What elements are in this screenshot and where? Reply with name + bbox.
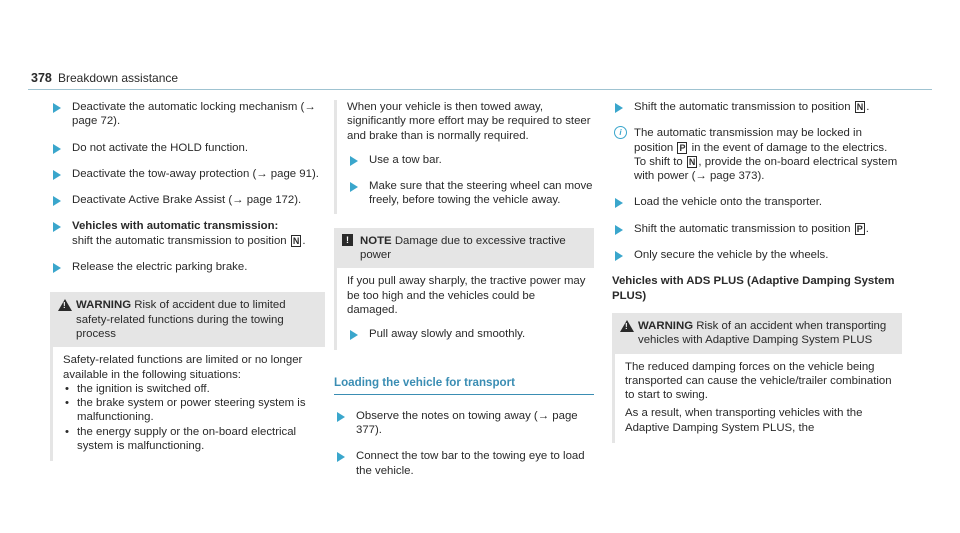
step-arrow-icon [615,251,623,261]
info-text: The automatic transmission may be locked in position [634,127,862,154]
warning-continuation [334,100,594,214]
note-header [334,228,594,269]
step-text: Make sure that the steering wheel can move freely, before towing the vehicle away. [369,180,593,207]
step-arrow-icon [53,222,61,232]
warning-text: Risk of an accident when transporting vehicles with Adaptive Damping System PLUS [638,319,887,347]
step-arrow-icon [615,225,623,235]
step-text: Deactivate the tow-away protection (→ page 91). [72,167,319,180]
step-arrow-icon [53,144,61,154]
list-item: • the brake system or power steering system is malfunctioning. [63,396,319,425]
step-arrow-icon [350,330,358,340]
note-body [334,268,594,349]
step-arrow-icon [53,103,61,113]
step-item [334,409,594,438]
column-1 [50,100,325,461]
column-3 [612,100,902,443]
warning-triangle-icon [620,320,634,332]
step-item: Vehicles with automatic transmission: shift the automatic transmission to position N . [50,219,325,248]
info-text: in the event of damage to the electrics. To shift to [634,141,888,168]
warning-label: WARNING [638,319,694,332]
warning-label: WARNING [76,299,132,312]
warning-body-text: Safety-related functions are limited or no longer available in the following situations: [63,354,303,381]
step-text: Shift the automatic transmission to position [634,101,851,113]
warning-body-text: As a result, when transporting vehicles with the Adaptive Damping System PLUS, the [625,407,863,434]
info-icon: i [614,126,627,139]
gear-p-icon: P [679,142,686,153]
step-item: Shift the automatic transmission to position P . [612,222,902,236]
step-item: Shift the automatic transmission to position N . [612,100,902,114]
page-number: 378 [31,71,52,85]
warning-body-text: The reduced damping forces on the vehicle being transported can cause the vehicle/trailer combination to start to swing. [625,360,892,402]
step-text: Deactivate the automatic locking mechanism (→ page 72). [72,101,316,128]
step-arrow-icon [53,170,61,180]
step-text: Use a tow bar. [369,153,442,166]
list-item: • the ignition is switched off. [63,382,319,396]
step-arrow-icon [337,452,345,462]
column-2 [334,100,594,490]
step-text: Release the electric parking brake. [72,261,248,274]
step-text: Only secure the vehicle by the wheels. [634,249,829,262]
step-arrow-icon [53,196,61,206]
step-text: Deactivate Active Brake Assist (→ page 172). [72,194,302,207]
step-item [347,153,594,167]
gear-p-icon: P [856,223,863,234]
step-item [50,260,325,274]
subsection-heading: Vehicles with ADS PLUS (Adaptive Damping System PLUS) [612,275,895,302]
step-text: Do not activate the HOLD function. [72,141,249,154]
step-item [50,193,325,207]
step-item [334,449,594,478]
warning-text: Risk of accident due to limited safety-related functions during the towing process [76,299,286,340]
warning-header [50,292,325,347]
step-item [347,327,588,341]
note-label: NOTE [360,234,392,247]
step-text: shift the automatic transmission to position [72,234,287,247]
warning-body [612,354,902,443]
section-title: Breakdown assistance [58,71,179,85]
step-item [612,248,902,262]
step-text: Pull away slowly and smoothly. [369,328,526,341]
step-arrow-icon [615,103,623,113]
warning-body [50,347,325,461]
step-item [612,195,902,209]
gear-n-icon: N [292,235,300,246]
step-heading: Vehicles with automatic transmission: [72,220,279,233]
list-item: • the energy supply or the on-board electrical system is malfunctioning. [63,425,319,454]
step-text: Shift the automatic transmission to position [634,222,851,235]
note-body-text: If you pull away sharply, the tractive power may be too high and the vehicles could be damaged. [347,275,586,316]
gear-n-icon: N [856,102,864,112]
paragraph: When your vehicle is then towed away, significantly more effort may be required to steer and brake than is normally required. [347,101,591,142]
header-divider [28,89,932,90]
info-note [612,126,902,183]
step-item [50,141,325,155]
warning-header [612,313,902,354]
step-item [50,167,325,181]
step-text: Observe the notes on towing away (→ page 377). [356,409,578,437]
info-text: , provide the on-board electrical system with power (→ page 373). [634,155,898,183]
step-arrow-icon [615,198,623,208]
step-text: Load the vehicle onto the transporter. [634,196,823,209]
step-text: Connect the tow bar to the towing eye to load the vehicle. [356,450,585,477]
gear-n-icon: N [688,156,696,167]
section-heading: Loading the vehicle for transport [334,376,594,395]
note-text: Damage due to excessive tractive power [360,234,566,262]
step-item [50,100,325,129]
step-arrow-icon [350,182,358,192]
warning-triangle-icon [58,299,72,311]
step-arrow-icon [53,263,61,273]
step-arrow-icon [337,412,345,422]
step-item [347,179,594,208]
notice-icon: ! [342,234,353,246]
step-arrow-icon [350,156,358,166]
